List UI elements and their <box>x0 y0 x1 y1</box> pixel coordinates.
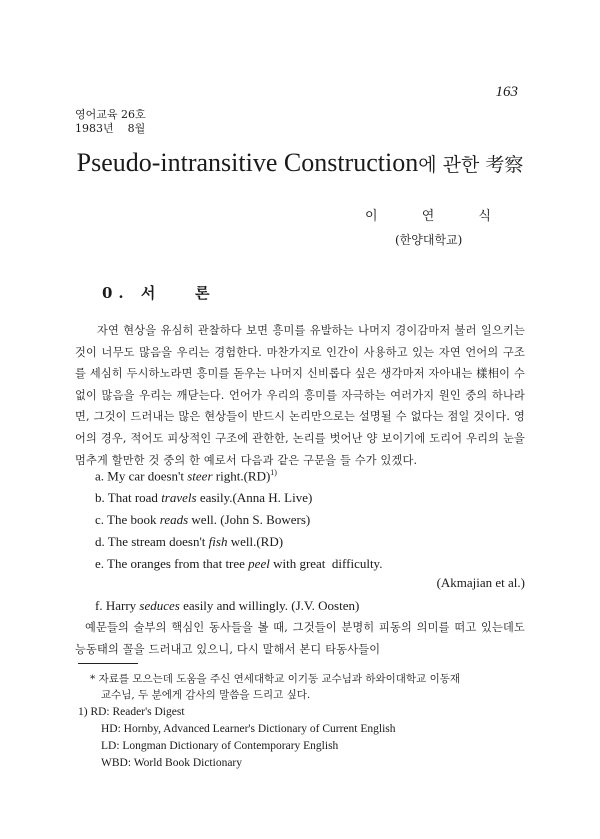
footnote-abbrev-ld: LD: Longman Dictionary of Contemporary English <box>101 740 339 752</box>
body-paragraph: 예문들의 술부의 핵심인 동사들을 볼 때, 그것들이 분명히 피동의 의미를 떠고 있는데도 능동태의 꼴을 드러내고 있으니, 다시 말해서 본디 타동사들이 <box>75 621 525 656</box>
journal-info <box>75 108 146 136</box>
page-number: 163 <box>495 84 518 100</box>
author-affiliation: (한양대학교) <box>395 233 463 247</box>
footnote-abbrev-rd: 1) RD: Reader's Digest <box>78 706 185 718</box>
example-verb: travels <box>161 490 197 505</box>
journal-issue: 영어교육 26호 <box>75 108 146 121</box>
example-verb: seduces <box>139 598 180 613</box>
author-name: 이 연 식 <box>365 209 511 224</box>
example-d <box>95 534 283 550</box>
footnote-marker: 1) <box>270 468 277 477</box>
example-text: b. That road <box>95 490 162 505</box>
example-text: a. My car doesn't <box>95 468 188 484</box>
title-english: Pseudo-intransitive Construction <box>76 148 419 177</box>
example-text: e. The oranges from that tree <box>95 556 249 571</box>
example-text: c. The book <box>95 512 160 527</box>
example-text: d. The stream doesn't <box>95 534 209 549</box>
example-verb: peel <box>248 556 270 571</box>
example-text: right.(RD) <box>212 468 271 484</box>
acknowledgment-line-1: * 자료를 모으는데 도움을 주신 연세대학교 이기동 교수님과 하와이대학교 이동재 <box>90 673 461 685</box>
example-f <box>95 598 359 614</box>
intro-paragraph: 자연 현상을 유심히 관찰하다 보면 흥미를 유발하는 나머지 경이감마저 불러 일으키는 것이 너무도 많음을 우리는 경험한다. 마찬가지로 인간이 사용하고 있는 자연 언어의 구조를 세심히 두시하노라면 흥미를 돋우는 나머지 신비롭다 싶은 생각마저 자아내는 樣相이 수없이 많음을 우리는 깨닫는다. 언어가 우리의 흥미를 자극하는 여러가지 원인 중의 하나라면, 그것이 드러내는 많은 현상들이 반드시 논리만으로는 설명될 수 없다는 점일 것이다. 영어의 경우, 적어도 피상적인 구조에 관한한, 논리를 벗어난 양 보이기에 도리어 우리의 눈을 멈추게 할만한 것 중의 한 예로서 다음과 같은 구문을 들 수가 있겠다. <box>75 324 525 467</box>
example-verb: steer <box>187 468 213 484</box>
footnote-divider <box>78 663 138 664</box>
example-verb: fish <box>208 534 228 549</box>
example-verb: reads <box>159 512 189 527</box>
example-e <box>95 556 382 572</box>
example-text: easily.(Anna H. Live) <box>196 490 313 505</box>
example-text: well. (John S. Bowers) <box>188 512 311 527</box>
example-c <box>95 512 310 528</box>
example-text: well.(RD) <box>227 534 284 549</box>
footnote-abbrev-wbd: WBD: World Book Dictionary <box>101 757 242 769</box>
title-korean: 에 관한 考察 <box>418 154 524 176</box>
journal-date: 1983년 8월 <box>75 122 146 135</box>
paper-title <box>0 148 600 178</box>
example-text: easily and willingly. (J.V. Oosten) <box>179 598 360 613</box>
example-citation: (Akmajian et al.) <box>436 575 525 590</box>
example-a <box>95 468 277 484</box>
example-text: with great difficulty. <box>269 556 383 571</box>
footnote-abbrev-hd: HD: Hornby, Advanced Learner's Dictionary of Current English <box>101 723 396 735</box>
acknowledgment-line-2: 교수님, 두 분에게 감사의 말씀을 드리고 싶다. <box>101 689 311 701</box>
section-heading: 0. 서 론 <box>102 284 216 302</box>
example-b <box>95 490 312 506</box>
example-text: f. Harry <box>95 598 140 613</box>
